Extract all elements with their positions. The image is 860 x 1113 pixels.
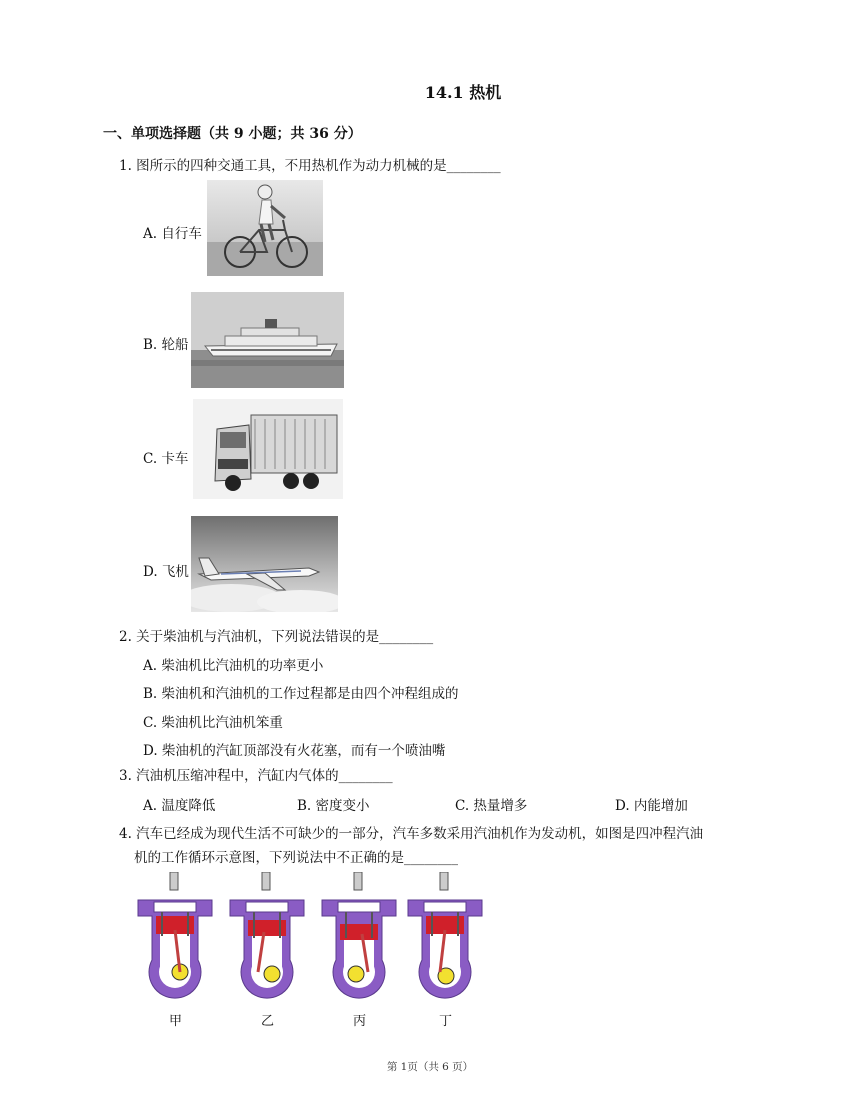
option-1d-label[interactable]: D. 飞机 (143, 564, 189, 580)
engine-diagram-yi (224, 872, 310, 1029)
option-1b-label[interactable]: B. 轮船 (143, 337, 189, 353)
option-2d[interactable]: D. 柴油机的汽缸顶部没有火花塞，而有一个喷油嘴 (143, 743, 446, 759)
engine-label-ding: 丁 (439, 1014, 453, 1029)
ship-photo (191, 292, 344, 388)
question-4-stem-line2: 机的工作循环示意图，下列说法中不正确的是________ (134, 850, 458, 866)
engine-diagram-ding (402, 872, 488, 1029)
bicycle-photo (207, 180, 323, 276)
question-4-stem-line1: 4. 汽车已经成为现代生活不可缺少的一部分，汽车多数采用汽油机作为发动机，如图是四冲程汽油 (119, 826, 704, 842)
engine-label-jia: 甲 (169, 1014, 183, 1029)
engine-diagram-bing (316, 872, 402, 1029)
option-3b[interactable]: B. 密度变小 (297, 798, 370, 814)
engine-label-yi: 乙 (261, 1014, 275, 1029)
airplane-photo (191, 516, 338, 612)
option-3a[interactable]: A. 温度降低 (143, 798, 216, 814)
option-1a-label[interactable]: A. 自行车 (143, 226, 202, 242)
section-heading: 一、单项选择题（共 9 小题；共 36 分） (103, 126, 362, 142)
question-2-stem: 2. 关于柴油机与汽油机，下列说法错误的是________ (119, 629, 434, 645)
option-2c[interactable]: C. 柴油机比汽油机笨重 (143, 715, 283, 731)
engine-diagram-jia (132, 872, 218, 1029)
option-1c-label[interactable]: C. 卡车 (143, 451, 189, 467)
option-2b[interactable]: B. 柴油机和汽油机的工作过程都是由四个冲程组成的 (143, 686, 459, 702)
page-title: 14.1 热机 (424, 83, 502, 102)
option-3c[interactable]: C. 热量增多 (455, 798, 528, 814)
question-1-stem: 1. 图所示的四种交通工具，不用热机作为动力机械的是________ (119, 158, 501, 174)
option-3d[interactable]: D. 内能增加 (615, 798, 688, 814)
option-2a[interactable]: A. 柴油机比汽油机的功率更小 (143, 658, 324, 674)
question-3-stem: 3. 汽油机压缩冲程中，汽缸内气体的________ (119, 768, 393, 784)
page-footer: 第 1页（共 6 页） (386, 1061, 474, 1073)
engine-label-bing: 丙 (353, 1014, 367, 1029)
truck-photo (193, 399, 343, 499)
